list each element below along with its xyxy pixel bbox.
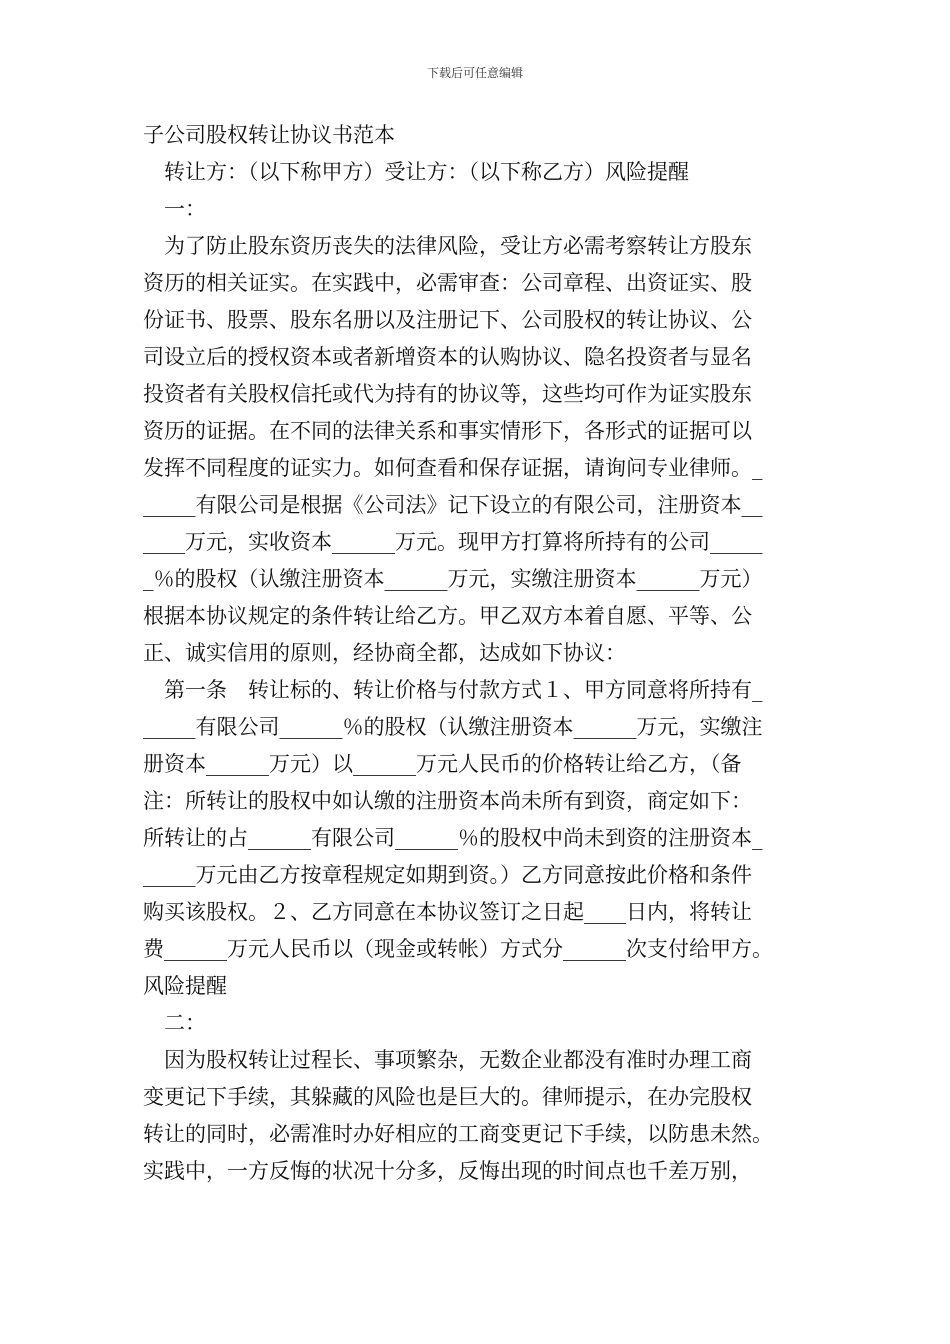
text-line: 因为股权转让过程长、事项繁杂，无数企业都没有准时办理工商 <box>143 1048 752 1072</box>
text-line: 资历的证据。在不同的法律关系和事实情形下，各形式的证据可以 <box>143 419 752 443</box>
text-line: 第一条 转让标的、转让价格与付款方式１、甲方同意将所持有_ <box>143 678 763 702</box>
text-line: _____万元由乙方按章程规定如期到资。）乙方同意按此价格和条件 <box>143 863 752 887</box>
text-line: 册资本______万元）以______万元人民币的价格转让给乙方，（备 <box>143 752 742 776</box>
text-line: ____万元，实收资本______万元。现甲方打算将所持有的公司_____ <box>143 530 763 554</box>
text-line: 发挥不同程度的证实力。如何查看和保存证据，请询问专业律师。_ <box>143 456 763 480</box>
text-line: 转让方：（以下称甲方）受让方：（以下称乙方）风险提醒 <box>143 160 689 184</box>
text-line: 一： <box>143 197 206 221</box>
text-line: 费______万元人民币以（现金或转帐）方式分______次支付给甲方。 <box>143 937 773 961</box>
text-line: _____有限公司是根据《公司法》记下设立的有限公司，注册资本__ <box>143 493 763 517</box>
text-line: 变更记下手续，其躲藏的风险也是巨大的。律师提示，在办完股权 <box>143 1085 752 1109</box>
text-line: 正、诚实信用的原则，经协商全都，达成如下协议： <box>143 641 626 665</box>
text-line: 注：所转让的股权中如认缴的注册资本尚未所有到资，商定如下： <box>143 789 752 813</box>
text-line: 资历的相关证实。在实践中，必需审查：公司章程、出资证实、股 <box>143 271 752 295</box>
header-note: 下载后可任意编辑 <box>426 66 523 80</box>
text-line: 购买该股权。２、乙方同意在本协议签订之日起____日内，将转让 <box>143 900 752 924</box>
text-line: 投资者有关股权信托或代为持有的协议等，这些均可作为证实股东 <box>143 382 752 406</box>
text-line: _____有限公司______％的股权（认缴注册资本______万元，实缴注 <box>143 715 763 739</box>
text-line: 风险提醒 <box>143 974 227 998</box>
text-line: 二： <box>143 1011 206 1035</box>
text-line: 份证书、股票、股东名册以及注册记下、公司股权的转让协议、公 <box>143 308 752 332</box>
text-line: 实践中，一方反悔的状况十分多，反悔出现的时间点也千差万别， <box>143 1159 752 1183</box>
document-title: 子公司股权转让协议书范本 <box>143 123 395 147</box>
text-line: _％的股权（认缴注册资本______万元，实缴注册资本______万元） <box>143 567 763 591</box>
text-line: 转让的同时，必需准时办好相应的工商变更记下手续，以防患未然。 <box>143 1122 773 1146</box>
text-line: 为了防止股东资历丧失的法律风险，受让方必需考察转让方股东 <box>143 234 752 258</box>
text-line: 所转让的占______有限公司______％的股权中尚未到资的注册资本_ <box>143 826 763 850</box>
text-line: 司设立后的授权资本或者新增资本的认购协议、隐名投资者与显名 <box>143 345 752 369</box>
text-line: 根据本协议规定的条件转让给乙方。甲乙双方本着自愿、平等、公 <box>143 604 752 628</box>
